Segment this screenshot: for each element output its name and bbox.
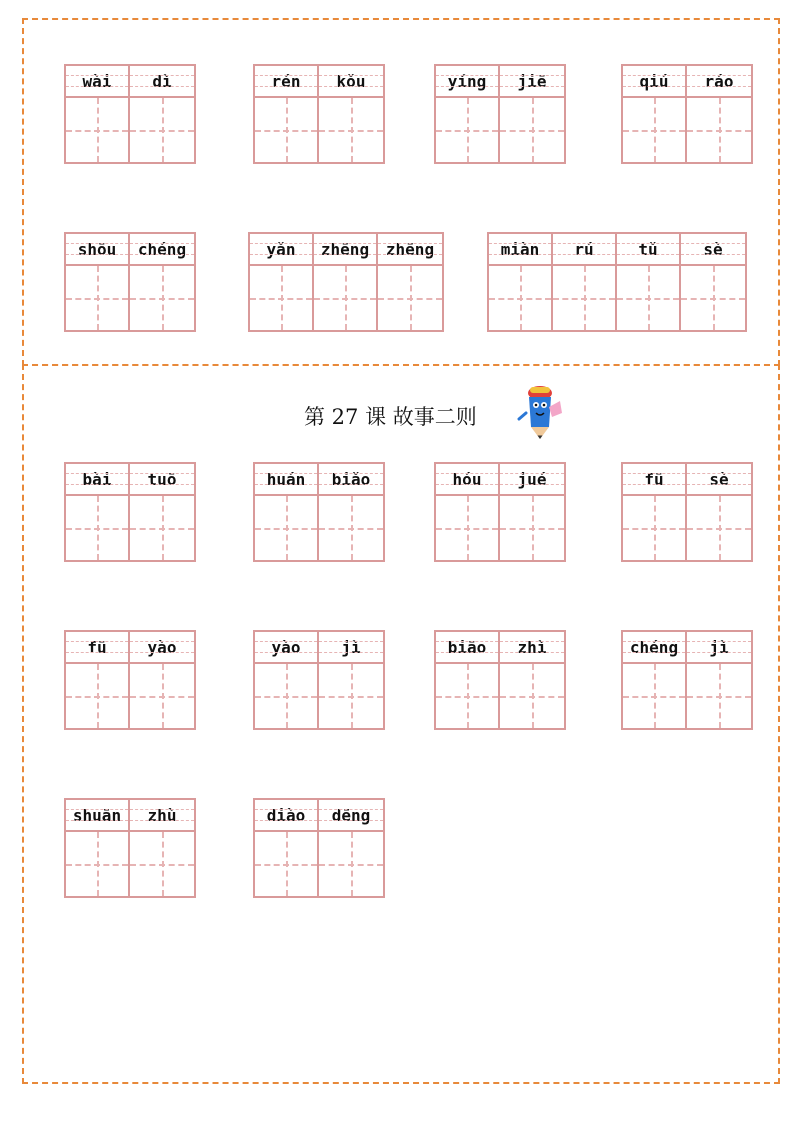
pinyin-label: dì: [130, 66, 194, 98]
writing-box[interactable]: [255, 496, 317, 560]
pinyin-label: fū: [66, 632, 128, 664]
writing-box[interactable]: [436, 496, 498, 560]
pinyin-label: biǎo: [319, 464, 383, 496]
writing-box[interactable]: [623, 496, 685, 560]
writing-box[interactable]: [255, 664, 317, 728]
writing-box[interactable]: [687, 664, 751, 728]
writing-box[interactable]: [617, 266, 679, 330]
writing-box[interactable]: [500, 496, 564, 560]
writing-box[interactable]: [130, 266, 194, 330]
writing-box[interactable]: [436, 98, 498, 162]
character-cell: [681, 234, 745, 330]
writing-box[interactable]: [553, 266, 615, 330]
character-cell: [130, 632, 194, 728]
character-cell: [436, 632, 500, 728]
character-cell: [623, 464, 687, 560]
character-cell: [130, 234, 194, 330]
writing-box[interactable]: [687, 98, 751, 162]
word-grid: [253, 630, 385, 730]
writing-box[interactable]: [319, 664, 383, 728]
pinyin-label: rén: [255, 66, 317, 98]
word-grid: [64, 64, 196, 164]
pinyin-label: huán: [255, 464, 317, 496]
word-grid: [253, 64, 385, 164]
writing-box[interactable]: [687, 496, 751, 560]
pinyin-label: bài: [66, 464, 128, 496]
pinyin-label: rú: [553, 234, 615, 266]
pinyin-label: shuān: [66, 800, 128, 832]
writing-box[interactable]: [500, 664, 564, 728]
lesson-title: 第 27 课 故事二则: [304, 405, 477, 429]
pinyin-label: kǒu: [319, 66, 383, 98]
pinyin-label: zhì: [500, 632, 564, 664]
character-cell: [623, 66, 687, 162]
writing-box[interactable]: [130, 832, 194, 896]
pinyin-label: wài: [66, 66, 128, 98]
writing-box[interactable]: [66, 266, 128, 330]
pinyin-label: jì: [687, 632, 751, 664]
character-cell: [687, 66, 751, 162]
pinyin-label: yíng: [436, 66, 498, 98]
character-cell: [66, 234, 130, 330]
character-cell: [314, 234, 378, 330]
character-cell: [130, 464, 194, 560]
character-cell: [66, 632, 130, 728]
writing-box[interactable]: [489, 266, 551, 330]
writing-box[interactable]: [319, 832, 383, 896]
character-cell: [436, 66, 500, 162]
word-grid: [64, 798, 196, 898]
character-cell: [130, 66, 194, 162]
pinyin-label: zhēng: [378, 234, 442, 266]
word-grid: [64, 462, 196, 562]
writing-box[interactable]: [378, 266, 442, 330]
character-cell: [66, 66, 130, 162]
pinyin-label: ráo: [687, 66, 751, 98]
word-grid: [487, 232, 747, 332]
writing-box[interactable]: [66, 496, 128, 560]
character-cell: [319, 464, 383, 560]
writing-box[interactable]: [319, 98, 383, 162]
pinyin-label: yǎn: [250, 234, 312, 266]
pinyin-label: yào: [255, 632, 317, 664]
writing-box[interactable]: [66, 664, 128, 728]
pinyin-label: jiē: [500, 66, 564, 98]
character-cell: [319, 66, 383, 162]
character-cell: [250, 234, 314, 330]
pinyin-label: sè: [681, 234, 745, 266]
pinyin-label: zhù: [130, 800, 194, 832]
character-cell: [255, 800, 319, 896]
character-cell: [617, 234, 681, 330]
character-cell: [66, 800, 130, 896]
writing-box[interactable]: [500, 98, 564, 162]
pinyin-label: tuō: [130, 464, 194, 496]
character-cell: [436, 464, 500, 560]
character-cell: [66, 464, 130, 560]
pinyin-label: chéng: [623, 632, 685, 664]
character-cell: [319, 800, 383, 896]
pinyin-label: jué: [500, 464, 564, 496]
writing-box[interactable]: [130, 664, 194, 728]
character-cell: [553, 234, 617, 330]
writing-box[interactable]: [130, 496, 194, 560]
writing-box[interactable]: [250, 266, 312, 330]
pinyin-label: fū: [623, 464, 685, 496]
writing-box[interactable]: [66, 832, 128, 896]
word-grid: [434, 630, 566, 730]
writing-box[interactable]: [319, 496, 383, 560]
word-grid: [253, 798, 385, 898]
character-cell: [500, 66, 564, 162]
writing-box[interactable]: [255, 98, 317, 162]
pinyin-label: zhēng: [314, 234, 376, 266]
word-grid: [248, 232, 444, 332]
writing-box[interactable]: [681, 266, 745, 330]
character-cell: [687, 464, 751, 560]
character-cell: [687, 632, 751, 728]
pinyin-label: biāo: [436, 632, 498, 664]
word-grid: [621, 630, 753, 730]
pinyin-label: hóu: [436, 464, 498, 496]
character-cell: [130, 800, 194, 896]
section-divider: [22, 364, 780, 366]
pinyin-label: dēng: [319, 800, 383, 832]
writing-box[interactable]: [66, 98, 128, 162]
pinyin-label: shōu: [66, 234, 128, 266]
word-grid: [434, 462, 566, 562]
pinyin-label: diào: [255, 800, 317, 832]
pinyin-label: chéng: [130, 234, 194, 266]
word-grid: [434, 64, 566, 164]
word-grid: [64, 232, 196, 332]
pinyin-label: yào: [130, 632, 194, 664]
word-grid: [253, 462, 385, 562]
word-grid: [64, 630, 196, 730]
writing-box[interactable]: [623, 98, 685, 162]
pencil-mascot-icon: [516, 383, 566, 443]
character-cell: [319, 632, 383, 728]
writing-box[interactable]: [314, 266, 376, 330]
character-cell: [489, 234, 553, 330]
word-grid: [621, 462, 753, 562]
writing-box[interactable]: [255, 832, 317, 896]
character-cell: [255, 66, 319, 162]
pinyin-label: tǔ: [617, 234, 679, 266]
writing-box[interactable]: [436, 664, 498, 728]
word-grid: [621, 64, 753, 164]
character-cell: [378, 234, 442, 330]
character-cell: [500, 632, 564, 728]
writing-box[interactable]: [623, 664, 685, 728]
writing-box[interactable]: [130, 98, 194, 162]
pinyin-label: sè: [687, 464, 751, 496]
character-cell: [500, 464, 564, 560]
character-cell: [255, 464, 319, 560]
pinyin-label: qiú: [623, 66, 685, 98]
pinyin-label: miàn: [489, 234, 551, 266]
character-cell: [623, 632, 687, 728]
pinyin-label: jì: [319, 632, 383, 664]
character-cell: [255, 632, 319, 728]
